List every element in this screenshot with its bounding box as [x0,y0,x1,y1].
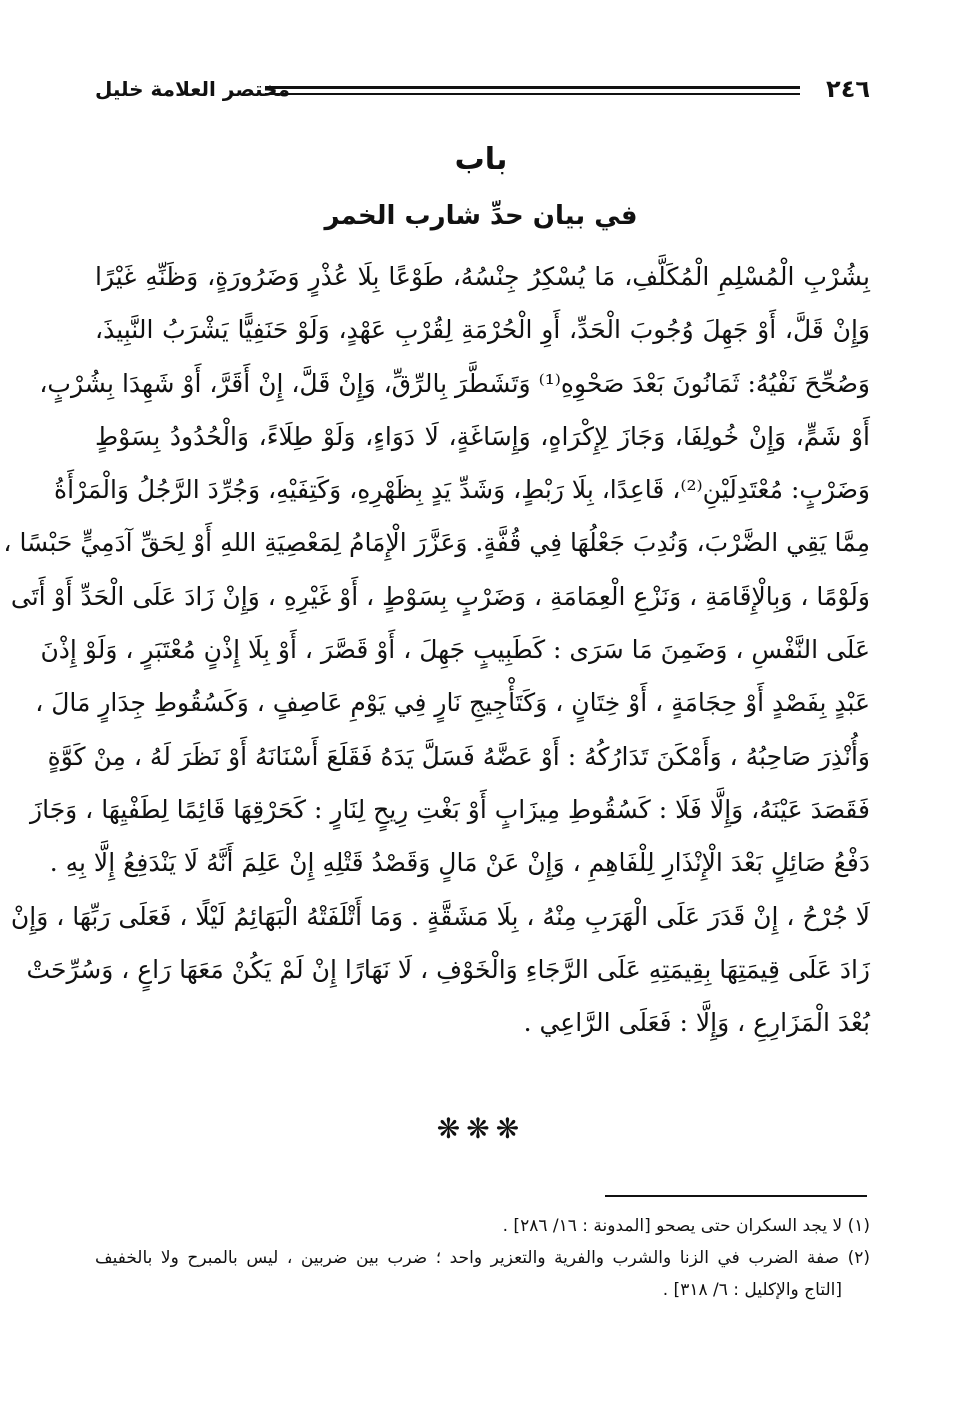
text-line: مِمَّا يَقِي الضَّرْبَ، وَنُدِبَ جَعْلُهَا فِي قُفَّةٍ. وَعَزَّرَ الْإِمَامُ لِمَعْصِيَةِ اللهِ أَوْ لِحَقِّ آدَمِيٍّ حَبْسًا ، [3,528,870,558]
body-text [3,250,870,1049]
footnote-2: (٢) صفة الضرب في الزنا والشرب والفرية والتعزير واحد ؛ ضرب بين ضربين ، ليس بالمبرح ولا بالخفيف [95,1248,870,1268]
text-line: بِشُرْبِ الْمُسْلِمِ الْمُكَلَّفِ، مَا يُسْكِرُ جِنْسُهُ، طَوْعًا بِلَا عُذْرٍ وَضَرُورَةٍ، وَظَنِّهِ غَيْرًا [95,262,870,291]
text-line: وَصُحِّحَ نَفْيُهُ: ثَمَانُونَ بَعْدَ صَحْوِهِ⁽¹⁾ وَتَشَطَّرَ بِالرِّقِّ، وَإِنْ قَلَّ، إِنْ أَقَرَّ، أَوْ شَهِدَا بِشُرْبٍ، [39,368,870,398]
text-line: أَوْ شَمٍّ، وَإِنْ خُولِفَا، وَجَازَ لِإِكْرَاهٍ، وَإِسَاغَةٍ، لَا دَوَاءٍ، وَلَوْ طِلَاءً، وَالْحُدُودُ بِسَوْطٍ [95,421,870,451]
section-separator: ❋❋❋ [436,1112,526,1145]
text-line: وَإِنْ قَلَّ، أَوْ جَهِلَ وُجُوبَ الْحَدِّ، أَوِ الْحُرْمَةِ لِقُرْبِ عَهْدٍ، وَلَوْ حَنَفِيًّا يَشْرَبُ النَّبِيذَ، [95,315,870,345]
page-number: ٢٤٦ [826,75,870,103]
text-line: عَبْدٍ بِفَصْدٍ أَوْ حِجَامَةٍ ، أَوْ خِتَانٍ ، وَكَتَأْجِيجِ نَارٍ فِي يَوْمِ عَاصِفٍ ، وَكَسُقُوطِ جِدَارٍ مَالَ ، [35,688,870,718]
running-title: مختصر العلامة خليل [95,77,290,101]
chapter-subtitle: في بيان حدِّ شارب الخمر [324,201,638,231]
text-line: وَأُنْذِرَ صَاحِبُهُ ، وَأَمْكَنَ تَدَارُكُهُ : أَوْ عَضَّهُ فَسَلَّ يَدَهُ فَقَلَعَ أَسْنَانَهُ أَوْ نَظَرَ لَهُ ، مِنْ كَوَّةٍ [47,741,870,771]
text-line: عَلَى النَّفْسِ ، وَضَمِنَ مَا سَرَى : كَطَبِيبٍ جَهِلَ ، أَوْ قَصَّرَ ، أَوْ بِلَا إِذْنٍ مُعْتَبَرٍ ، وَلَوْ إِذْنَ [40,635,870,665]
text-line: فَقَصَدَ عَيْنَهُ، وَإِلَّا فَلَا : كَسُقُوطِ مِيزَابٍ أَوْ بَغْتِ رِيحٍ لِنَارٍ : كَحَرْقِهَا قَائِمًا لِطَفْيِهَا ، وَجَازَ [30,794,870,824]
page-header [95,72,870,108]
footnotes [95,1210,870,1306]
text-line: وَضَرْبٍ: مُعْتَدِلَيْنِ⁽²⁾، قَاعِدًا، بِلَا رَبْطٍ، وَشَدِّ يَدٍ بِظَهْرِهِ، وَكَتِفَيْهِ، وَجُرِّدَ الرَّجُلُ وَالْمَرْأَةُ [54,475,870,505]
text-line: بُعْدَ الْمَزَارِعِ ، وَإِلَّا : فَعَلَى الرَّاعِي . [523,1008,870,1038]
chapter-title: باب [454,142,508,177]
text-line: وَلَوْمًا ، وَبِالْإِقَامَةِ ، وَنَزْعِ الْعِمَامَةِ ، وَضَرْبٍ بِسَوْطٍ ، أَوْ غَيْرِهِ ، وَإِنْ زَادَ عَلَى الْحَدِّ أَوْ أَتَى [10,581,870,611]
text-line: لَا جُرْحُ ، إِنْ قَدَرَ عَلَى الْهَرَبِ مِنْهُ ، بِلَا مَشَقَّةٍ . وَمَا أَتْلَفَتْهُ الْبَهَائِمُ لَيْلًا ، فَعَلَى رَبِّهَا ، وَإِنْ [10,901,870,931]
text-line: زَادَ عَلَى قِيمَتِهَا بِقِيمَتِهِ عَلَى الرَّجَاءِ وَالْخَوْفِ ، لَا نَهَارًا إِنْ لَمْ يَكُنْ مَعَهَا رَاعٍ ، وَسُرِّحَتْ [26,954,870,984]
footnote-2-continuation: [التاج والإكليل : ٦/ ٣١٨] . [662,1280,842,1300]
footnote-1: (١) لا يجد السكران حتى يصحو [المدونة : ١٦/ ٢٨٦] . [502,1216,870,1236]
footnote-rule [605,1195,867,1197]
header-rule [265,86,800,95]
text-line: دَفْعُ صَائِلٍ بَعْدَ الْإِنْذَارِ لِلْفَاهِمِ ، وَإِنْ عَنْ مَالٍ وَقَصْدُ قَتْلِهِ إِنْ عَلِمَ أَنَّهُ لَا يَنْدَفِعُ إِلَّا بِهِ . [49,848,870,878]
